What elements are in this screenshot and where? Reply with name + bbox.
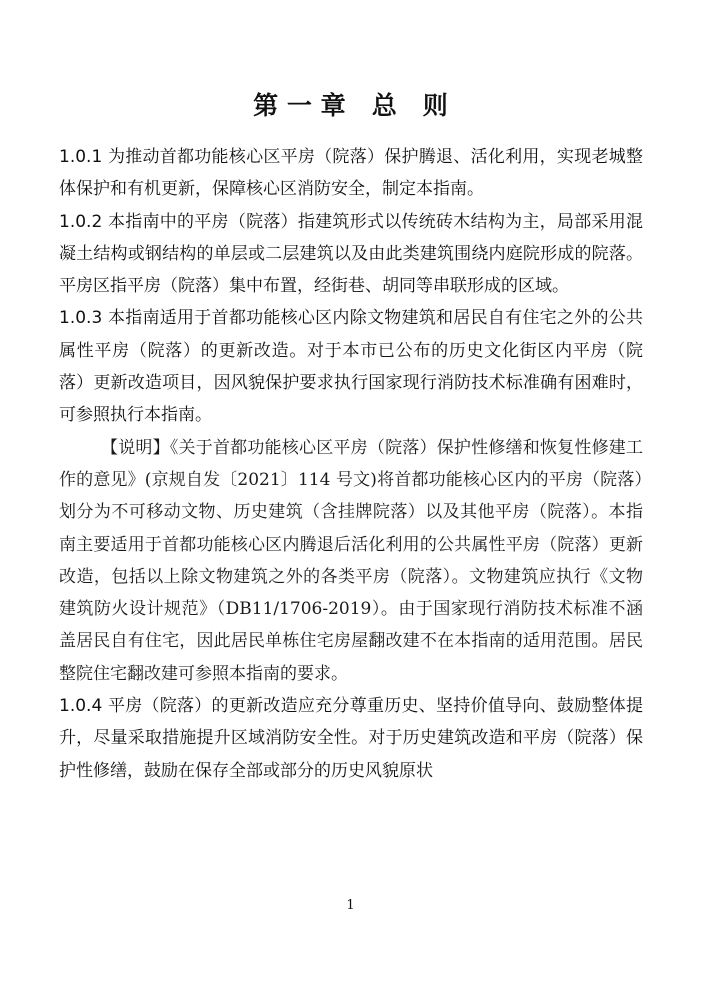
clause-number: 1.0.2 bbox=[59, 211, 103, 232]
clause-1-0-3 bbox=[59, 302, 643, 431]
clause-1-0-4 bbox=[59, 690, 643, 787]
clause-text: 本指南中的平房（院落）指建筑形式以传统砖木结构为主，局部采用混凝土结构或钢结构的单层或二层建筑以及由此类建筑围绕内庭院形成的院落。平房区指平房（院落）集中布置，经街巷、胡同等串联形成的区域。 bbox=[59, 211, 643, 297]
page-number: 1 bbox=[346, 898, 355, 913]
explanation-note: 【说明】《关于首都功能核心区平房（院落）保护性修缮和恢复性修建工作的意见》(京规自发〔2021〕114 号文)将首都功能核心区内的平房（院落）划分为不可移动文物、历史建筑（含挂牌院落）以及其他平房（院落）。本指南主要适用于首都功能核心区内腾退后活化利用的公共属性平房（院落）更新改造，包括以上除文物建筑之外的各类平房（院落）。文物建筑应执行《文物建筑防火设计规范》（DB11/1706-2019）。由于国家现行消防技术标准不涵盖居民自有住宅，因此居民单栋住宅房屋翻改建不在本指南的适用范围。居民整院住宅翻改建可参照本指南的要求。 bbox=[59, 437, 643, 684]
chapter-title: 第 一 章 总 则 bbox=[253, 91, 448, 120]
clause-1-0-1 bbox=[59, 141, 643, 206]
clause-text: 为推动首都功能核心区平房（院落）保护腾退、活化利用，实现老城整体保护和有机更新，保障核心区消防安全，制定本指南。 bbox=[59, 147, 643, 200]
clause-number: 1.0.4 bbox=[59, 696, 103, 717]
clause-text: 本指南适用于首都功能核心区内除文物建筑和居民自有住宅之外的公共属性平房（院落）的更新改造。对于本市已公布的历史文化街区内平房（院落）更新改造项目，因风貌保护要求执行国家现行消防技术标准确有困难时，可参照执行本指南。 bbox=[59, 308, 643, 426]
clause-text: 平房（院落）的更新改造应充分尊重历史、坚持价值导向、鼓励整体提升，尽量采取措施提升区域消防安全性。对于历史建筑改造和平房（院落）保护性修缮，鼓励在保存全部或部分的历史风貌原状 bbox=[59, 696, 643, 781]
clause-number: 1.0.1 bbox=[59, 147, 103, 167]
clause-1-0-2 bbox=[59, 206, 643, 303]
clause-number: 1.0.3 bbox=[59, 308, 103, 329]
document-body bbox=[59, 141, 643, 787]
